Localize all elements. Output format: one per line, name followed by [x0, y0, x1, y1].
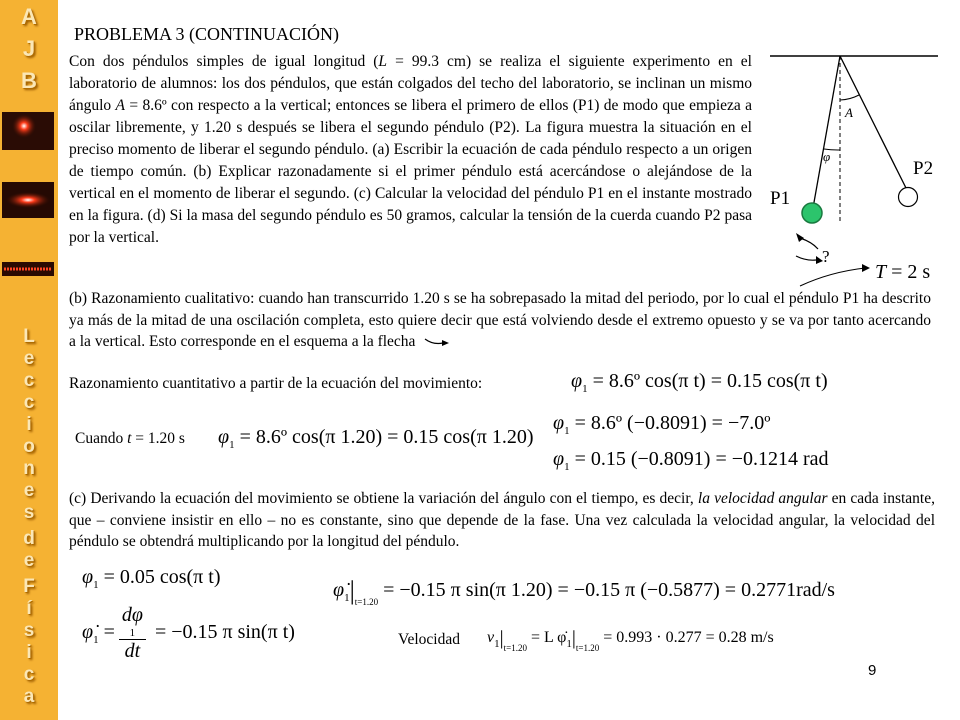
- part-b-paragraph: [69, 288, 931, 353]
- subscript: 1: [566, 638, 572, 650]
- part-b-text: (b) Razonamiento cualitativo: cuando han transcurrido 1.20 s se ha sobrepasado la mitad del periodo, por lo cual el péndulo P1 ha descrito ya más de la mitad de una oscilación completa, esto quiere decir que está volviendo desde el extremo opuesto y se va por tanto acercando a la vertical. Esto corresponde en el esquema a la flecha: [69, 290, 931, 350]
- sidebar-letter: e: [23, 480, 35, 501]
- length-symbol: L: [378, 53, 388, 70]
- sidebar-letter: J: [22, 36, 36, 61]
- arrow-away-icon: [800, 238, 818, 249]
- subscript: 1: [93, 634, 99, 647]
- sidebar-letter: i: [26, 414, 32, 435]
- subscript: 1: [344, 592, 350, 604]
- period-symbol: T: [875, 261, 887, 283]
- eval-subscript: t=1.20: [354, 597, 379, 607]
- quantitative-label: Razonamiento cuantitativo a partir de la ecuación del movimiento:: [69, 375, 483, 392]
- equation-rhs: = 0.993 · 0.277 = 0.28 m/s: [599, 629, 774, 646]
- phi-dot-symbol: φ̇: [333, 579, 345, 601]
- velocidad-label: Velocidad: [398, 631, 460, 648]
- part-c-text: (c) Derivando la ecuación del movimiento se obtiene la variación del ángulo con el tiempo, es decir,: [69, 490, 698, 507]
- fraction-denominator: [119, 640, 146, 663]
- sidebar-letter: e: [23, 550, 35, 571]
- angle-arc-a: [840, 95, 859, 100]
- sidebar-letter: e: [23, 348, 35, 369]
- equation-rhs: = 8.6º (−0.8091) = −7.0º: [569, 412, 771, 434]
- dphi-text: dφ: [121, 604, 143, 626]
- p2-string: [840, 56, 907, 190]
- equation-rhs: = −0.15 π sin(π 1.20) = −0.15 π (−0.5877) = 0.2771rad/s: [378, 579, 835, 601]
- angle-symbol: A: [115, 97, 126, 114]
- pointer-arrow-head-icon: [862, 264, 870, 272]
- subscript: 1: [564, 461, 570, 473]
- cuando-suffix: = 1.20 s: [131, 430, 185, 447]
- velocity-equation: $v_1|_{t=1.20} = L$ $\varphi̇_1|_{t=1.20} = 0.993 \cdot 0.277 = 0.28$ m/s: [487, 627, 774, 653]
- arrow-toward-icon: [796, 256, 816, 260]
- pendulum-p2: [899, 188, 918, 207]
- p2-label: P2: [913, 158, 934, 179]
- pendulum-p1: [802, 203, 822, 223]
- arrow-away-head-icon: [796, 233, 804, 242]
- sidebar-letter: i: [26, 642, 32, 663]
- arrow-reference-icon: [423, 336, 451, 348]
- phi-equation: [82, 566, 221, 591]
- pendulum-figure: [760, 52, 950, 292]
- eval-subscript: t=1.20: [503, 643, 527, 653]
- equation-rhs: = 0.05 cos(π t): [98, 566, 221, 588]
- derivative-equation: $\varphi̇_1$ = dφ 1 dt = −0.15 π sin(π t): [82, 604, 295, 662]
- subscript: 1: [582, 383, 588, 395]
- phi-symbol: φ: [82, 566, 94, 588]
- sidebar-letter: c: [23, 370, 35, 391]
- v-symbol: v: [487, 629, 495, 646]
- degrees-result-equation: [553, 412, 770, 437]
- sidebar: [0, 0, 58, 720]
- problem-text: Con dos péndulos simples de igual longitud (: [69, 53, 379, 70]
- equation-mid: = L φ̇: [526, 629, 567, 646]
- angle-phi-label: φ: [823, 149, 831, 164]
- radians-result-equation: [553, 448, 829, 473]
- part-c-paragraph: [69, 488, 935, 553]
- phi-symbol: φ: [218, 426, 230, 448]
- cuando-label: [75, 430, 185, 448]
- sidebar-letter: L: [23, 326, 35, 347]
- subscript: 1: [129, 627, 136, 639]
- subscript: 1: [93, 579, 99, 591]
- p1-string: [813, 56, 840, 208]
- part-c-text: en cada instante, que – conviene insistir en ello – no es constante, sino que depende de la fase. Una vez calculada la velocidad angular, la velocidad del péndulo se obtendrá multiplicando por la longitud del péndulo.: [69, 490, 935, 550]
- cuando-prefix: Cuando: [75, 430, 128, 447]
- phi-symbol: φ: [571, 370, 583, 392]
- period-label: [875, 261, 930, 283]
- equation-rhs: = 8.6º cos(π t) = 0.15 cos(π t): [587, 370, 828, 392]
- sidebar-letter: B: [21, 68, 37, 93]
- equation-rhs: = −0.15 π sin(π t): [149, 621, 295, 644]
- time-symbol: t: [127, 430, 132, 447]
- sidebar-letter: c: [23, 664, 35, 685]
- angular-velocity-equation: $\varphi̇_1|_{t=1.20} = -0.15$ π sin(π 1.20) = −0.15 π (−0.5877) = 0.2771rad/s: [333, 576, 835, 607]
- sidebar-letter: a: [23, 686, 35, 707]
- part-c-italic: la velocidad angular: [697, 490, 828, 507]
- equation-rhs: = 8.6º cos(π 1.20) = 0.15 cos(π 1.20): [234, 426, 534, 448]
- phi-symbol: φ: [553, 412, 565, 434]
- equation-rhs: = 0.15 (−0.8091) = −0.1214 rad: [569, 448, 829, 470]
- sidebar-letter: s: [23, 502, 35, 523]
- pointer-arrow-icon: [800, 268, 865, 286]
- angle-a-label: A: [845, 105, 853, 120]
- period-value: = 2 s: [886, 261, 931, 283]
- motion-equation: [571, 370, 828, 395]
- sidebar-letter: A: [21, 4, 37, 29]
- subscript: 1: [494, 638, 500, 650]
- p1-label: P1: [770, 188, 791, 209]
- phi-dot-symbol: φ̇: [82, 621, 94, 644]
- question-label: ?: [822, 247, 830, 266]
- sidebar-letter: n: [23, 458, 35, 479]
- phi-symbol: φ: [553, 448, 565, 470]
- problem-text: = 99.3 cm) se realiza el siguiente experimento en el laboratorio de alumnos: los dos péndulos, que están colgados del techo del laboratorio, se inclinan un mismo ángulo: [69, 53, 752, 114]
- page-title: PROBLEMA 3 (CONTINUACIÓN): [74, 24, 339, 44]
- sidebar-letter: c: [23, 392, 35, 413]
- evaluation-equation: [218, 426, 534, 451]
- problem-statement: [69, 51, 752, 249]
- sidebar-letter: d: [23, 528, 35, 549]
- sidebar-letter: í: [26, 598, 32, 619]
- fraction-numerator: [119, 604, 146, 640]
- subscript: 1: [564, 425, 570, 437]
- subscript: 1: [229, 439, 235, 451]
- sidebar-letter: F: [23, 576, 35, 597]
- eval-subscript: t=1.20: [575, 643, 600, 653]
- laser-decoration-icon: [2, 112, 54, 282]
- problem-text: = 8.6º con respecto a la vertical; entonces se libera el primero de ellos (P1) de modo que empieza a oscilar libremente, y 1.20 s después se libera el segundo péndulo (P2). La figura muestra la situación en el preciso momento de liberar el segundo péndulo. (a) Escribir la ecuación de cada péndulo respecto a un origen de tiempo común. (b) Explicar razonadamente si el primer péndulo está acercándose o alejándose de la vertical en el momento de liberar el segundo. (c) Calcular la velocidad del péndulo P1 en el instante mostrado en la figura. (d) Si la masa del segundo péndulo es 50 gramos, calcular la tensión de la cuerda cuando P2 pasa por la vertical.: [69, 97, 752, 246]
- derivative-fraction: [119, 604, 146, 663]
- page-number: 9: [868, 662, 877, 679]
- dt-text: dt: [124, 640, 141, 662]
- sidebar-letter: o: [23, 436, 35, 457]
- sidebar-letter: s: [23, 620, 35, 641]
